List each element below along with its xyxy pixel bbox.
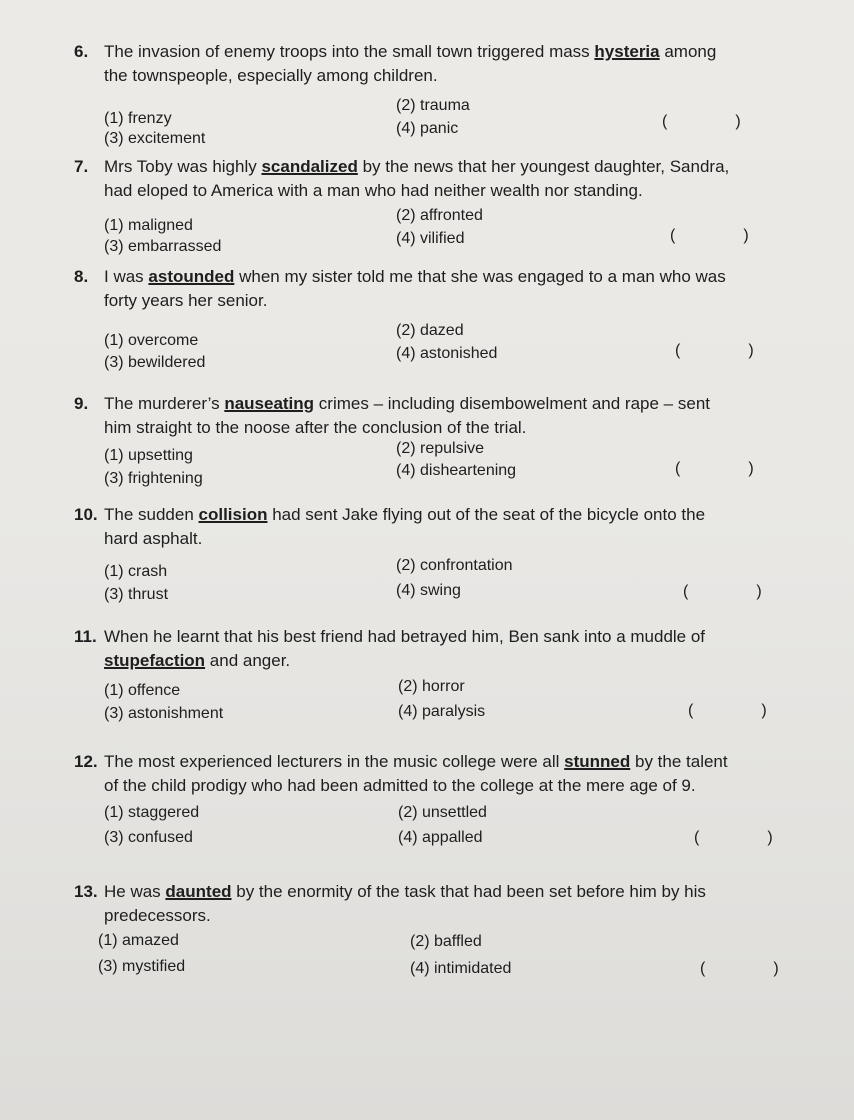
target-word: stupefaction (104, 651, 206, 670)
question-stem: 10. The sudden collision had sent Jake flying out of the seat of the bicycle onto the hard asphalt. (74, 505, 706, 548)
question-number: 13. (74, 882, 98, 901)
question-7 (74, 155, 786, 203)
option-2[interactable]: (2) dazed (396, 322, 464, 339)
option-2[interactable]: (2) horror (398, 678, 465, 695)
question-13 (74, 880, 786, 928)
question-stem: 13. He was daunted by the enormity of the task that had been set before him by his predecessors. (74, 882, 706, 925)
question-10 (74, 503, 786, 551)
question-number: 7. (74, 157, 89, 176)
answer-box[interactable]: ( ) (683, 583, 762, 600)
option-4[interactable]: (4) vilified (396, 230, 465, 247)
question-stem: 7. Mrs Toby was highly scandalized by the news that her youngest daughter, Sandra, had eloped to America with a man who had neither wealth nor standing. (74, 157, 730, 200)
option-2[interactable]: (2) affronted (396, 207, 483, 224)
option-3[interactable]: (3) embarrassed (104, 238, 222, 255)
question-11 (74, 625, 786, 673)
target-word: hysteria (594, 42, 660, 61)
question-number: 10. (74, 505, 98, 524)
option-4[interactable]: (4) appalled (398, 829, 483, 846)
answer-box[interactable]: ( ) (688, 702, 767, 719)
question-stem: 6. The invasion of enemy troops into the small town triggered mass hysteria among the townspeople, especially among children. (74, 42, 717, 85)
question-stem: 11. When he learnt that his best friend had betrayed him, Ben sank into a muddle of stupefaction and anger. (74, 627, 706, 670)
question-stem: 9. The murderer’s nauseating crimes – including disembowelment and rape – sent him straight to the noose after the conclusion of the trial. (74, 394, 710, 437)
option-1[interactable]: (1) staggered (104, 804, 200, 821)
option-1[interactable]: (1) frenzy (104, 110, 172, 127)
answer-box[interactable]: ( ) (694, 829, 773, 846)
option-2[interactable]: (2) repulsive (396, 440, 485, 457)
option-2[interactable]: (2) confrontation (396, 557, 513, 574)
answer-box[interactable]: ( ) (675, 342, 754, 359)
question-stem: 12. The most experienced lecturers in the music college were all stunned by the talent of the child prodigy who had been admitted to the college at the mere age of 9. (74, 752, 728, 795)
option-4[interactable]: (4) panic (396, 120, 459, 137)
option-3[interactable]: (3) excitement (104, 130, 206, 147)
question-number: 6. (74, 42, 89, 61)
option-2[interactable]: (2) trauma (396, 97, 470, 114)
option-3[interactable]: (3) astonishment (104, 705, 224, 722)
question-6 (74, 40, 786, 88)
answer-box[interactable]: ( ) (670, 227, 749, 244)
option-4[interactable]: (4) astonished (396, 345, 498, 362)
answer-box[interactable]: ( ) (662, 113, 741, 130)
question-12 (74, 750, 786, 798)
target-word: nauseating (224, 394, 315, 413)
target-word: astounded (148, 267, 235, 286)
option-1[interactable]: (1) upsetting (104, 447, 193, 464)
question-8 (74, 265, 786, 313)
question-stem: 8. I was astounded when my sister told me that she was engaged to a man who was forty years her senior. (74, 267, 726, 310)
option-4[interactable]: (4) swing (396, 582, 461, 599)
answer-box[interactable]: ( ) (700, 960, 779, 977)
target-word: daunted (165, 882, 232, 901)
option-4[interactable]: (4) paralysis (398, 703, 486, 720)
option-2[interactable]: (2) unsettled (398, 804, 487, 821)
question-number: 8. (74, 267, 89, 286)
option-2[interactable]: (2) baffled (410, 933, 482, 950)
option-1[interactable]: (1) crash (104, 563, 168, 580)
option-1[interactable]: (1) overcome (104, 332, 199, 349)
question-number: 11. (74, 627, 97, 646)
option-1[interactable]: (1) maligned (104, 217, 193, 234)
question-number: 12. (74, 752, 98, 771)
question-9 (74, 392, 786, 440)
target-word: scandalized (261, 157, 358, 176)
option-1[interactable]: (1) offence (104, 682, 181, 699)
option-3[interactable]: (3) thrust (104, 586, 169, 603)
option-3[interactable]: (3) bewildered (104, 354, 206, 371)
option-4[interactable]: (4) disheartening (396, 462, 517, 479)
question-number: 9. (74, 394, 89, 413)
option-3[interactable]: (3) confused (104, 829, 193, 846)
option-1[interactable]: (1) amazed (98, 932, 179, 949)
option-3[interactable]: (3) mystified (98, 958, 186, 975)
target-word: collision (198, 505, 268, 524)
target-word: stunned (564, 752, 631, 771)
option-3[interactable]: (3) frightening (104, 470, 203, 487)
option-4[interactable]: (4) intimidated (410, 960, 512, 977)
answer-box[interactable]: ( ) (675, 460, 754, 477)
